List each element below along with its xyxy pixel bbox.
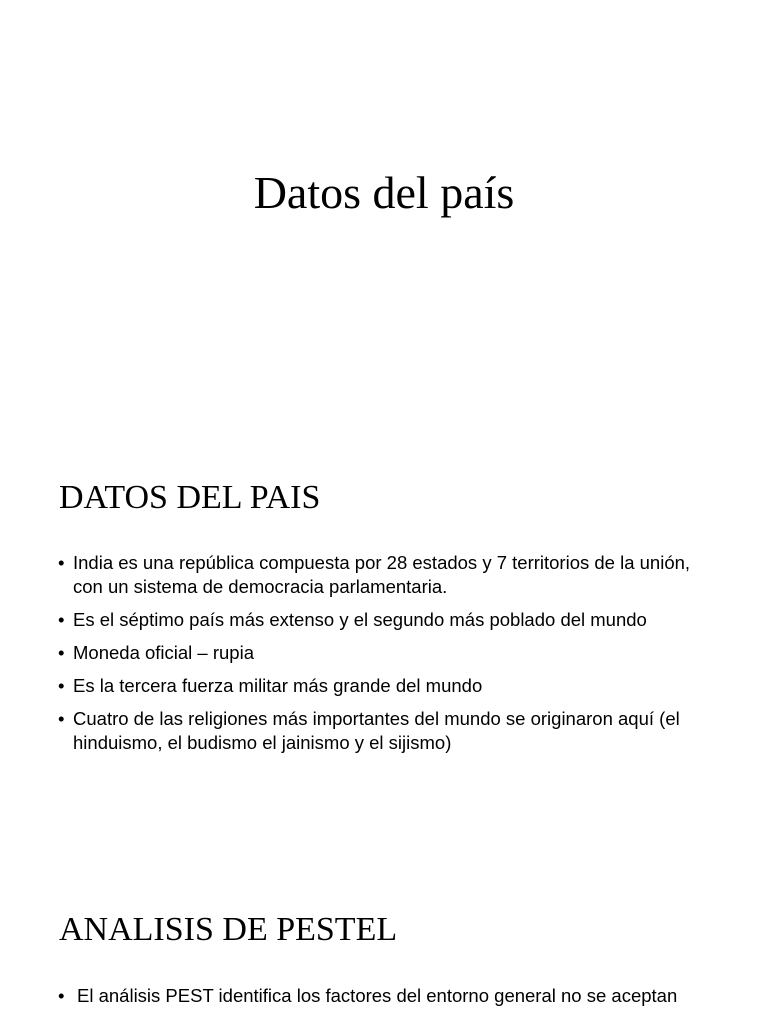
bullet-text: Es el séptimo país más extenso y el segundo más poblado del mundo <box>73 609 647 630</box>
bullet-text: Cuatro de las religiones más importantes del mundo se originaron aquí (el hinduismo, el budismo el jainismo y el sijismo) <box>73 708 680 753</box>
bullet-icon: • <box>58 708 65 729</box>
slide-title: Datos del país <box>253 167 515 218</box>
bullet-text: El análisis PEST identifica los factores del entorno general no se aceptan <box>77 985 678 1006</box>
list-item <box>58 551 718 599</box>
bullet-icon: • <box>58 985 65 1006</box>
bullet-icon: • <box>58 552 65 573</box>
bullet-icon: • <box>58 609 65 630</box>
bullet-icon: • <box>58 642 65 663</box>
list-item <box>58 608 718 632</box>
bullet-text: India es una república compuesta por 28 estados y 7 territorios de la unión, con un sistema de democracia parlamentaria. <box>73 552 691 597</box>
bullet-list-pestel <box>58 984 718 1017</box>
bullet-icon: • <box>58 675 65 696</box>
bullet-text: Es la tercera fuerza militar más grande del mundo <box>73 675 483 696</box>
list-item <box>58 707 718 755</box>
section-heading-pestel: ANALISIS DE PESTEL <box>59 911 398 948</box>
bullet-list-datos <box>58 551 718 764</box>
bullet-text: Moneda oficial – rupia <box>73 642 254 663</box>
section-heading-datos: DATOS DEL PAIS <box>59 479 321 516</box>
list-item <box>58 984 718 1008</box>
list-item <box>58 641 718 665</box>
list-item <box>58 674 718 698</box>
